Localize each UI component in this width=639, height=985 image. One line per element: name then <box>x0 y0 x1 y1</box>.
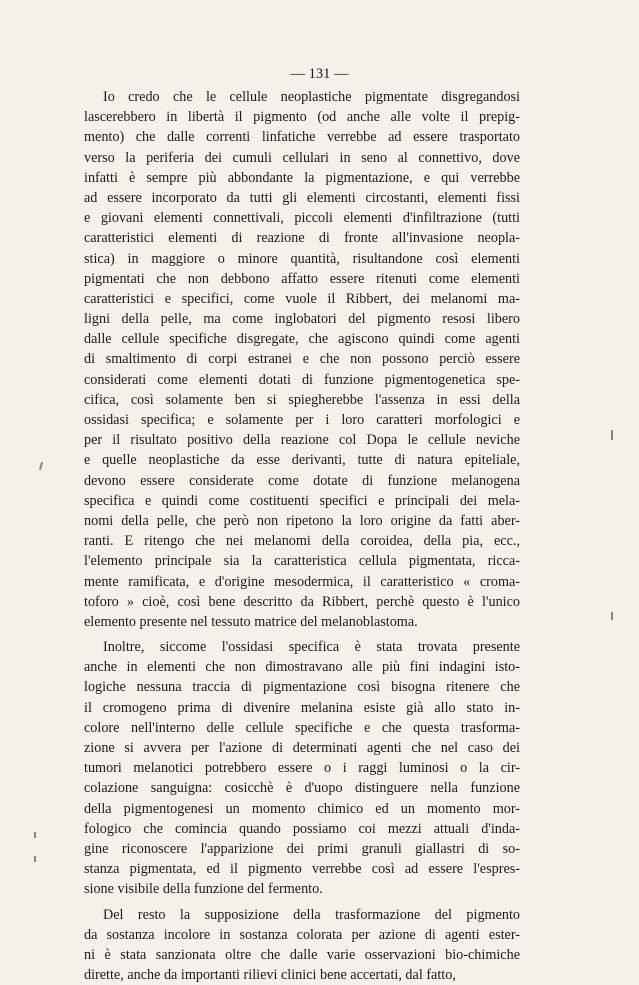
text-line: gine riconoscere l'apparizione dei primi granuli giallastri di so- <box>84 839 520 859</box>
text-line: e quelle neoplastiche da esse derivanti, tutte di natura epiteliale, <box>84 450 520 470</box>
text-line: stica) in maggiore o minore quantità, risultandone così elementi <box>84 249 520 269</box>
scan-mark <box>611 612 613 620</box>
text-line: di smaltimento di corpi estranei e che non possono perciò essere <box>84 349 520 369</box>
text-line: mente ramificata, e d'origine mesodermica, il caratteristico « croma- <box>84 572 520 592</box>
text-line: stanza pigmentata, ed il pigmento verrebbe così ad essere l'espres- <box>84 859 520 879</box>
text-line: Io credo che le cellule neoplastiche pigmentate disgregandosi <box>84 87 520 107</box>
text-line: da sostanza incolore in sostanza colorata per azione di agenti ester- <box>84 925 520 945</box>
paragraph <box>84 87 520 632</box>
scan-mark <box>611 430 613 440</box>
paragraph <box>84 637 520 899</box>
body-text <box>84 87 520 985</box>
text-line: ni è stata sanzionata oltre che dalle varie osservazioni bio-chimiche <box>84 945 520 965</box>
scan-mark <box>34 832 36 838</box>
scan-mark <box>34 856 36 862</box>
text-line: elemento presente nel tessuto matrice del melanoblastoma. <box>84 612 520 632</box>
text-line: sione visibile della funzione del fermento. <box>84 879 520 899</box>
text-line: tumori melanotici potrebbero essere o i raggi luminosi o la cir- <box>84 758 520 778</box>
text-line: caratteristici elementi di reazione di fronte all'invasione neopla- <box>84 228 520 248</box>
text-line: fologico che comincia quando possiamo coi mezzi attuali d'inda- <box>84 819 520 839</box>
text-line: e giovani elementi connettivali, piccoli elementi d'infiltrazione (tutti <box>84 208 520 228</box>
text-line: ligni della pelle, ma come inglobatori del pigmento resosi libero <box>84 309 520 329</box>
paragraph <box>84 905 520 985</box>
text-line: zione si avvera per l'azione di determinati agenti che nel caso dei <box>84 738 520 758</box>
scan-mark <box>39 462 43 470</box>
text-line: pigmentati che non debbono affatto essere ritenuti come elementi <box>84 269 520 289</box>
text-line: nomi della pelle, che però non ripetono la loro origine da fatti aber- <box>84 511 520 531</box>
text-line: toforo » cioè, così bene descritto da Ribbert, perchè questo è l'unico <box>84 592 520 612</box>
text-line: il cromogeno prima di divenire melanina esiste già allo stato in- <box>84 698 520 718</box>
text-line: l'elemento principale sia la caratteristica cellula pigmentata, ricca- <box>84 551 520 571</box>
text-line: anche in elementi che non dimostravano alle più fini indagini isto- <box>84 657 520 677</box>
text-line: caratteristici e specifici, come vuole il Ribbert, dei melanomi ma- <box>84 289 520 309</box>
text-line: logiche nessuna traccia di pigmentazione così bisogna ritenere che <box>84 677 520 697</box>
text-line: Del resto la supposizione della trasformazione del pigmento <box>84 905 520 925</box>
text-line: mento) che dalle correnti linfatiche verrebbe ad essere trasportato <box>84 127 520 147</box>
text-line: dalle cellule specifiche disgregate, che agiscono quindi come agenti <box>84 329 520 349</box>
text-line: per il risultato positivo della reazione col Dopa le cellule neviche <box>84 430 520 450</box>
text-line: lascerebbero in libertà il pigmento (od anche alle volte il prepig- <box>84 107 520 127</box>
text-line: Inoltre, siccome l'ossidasi specifica è stata trovata presente <box>84 637 520 657</box>
text-line: della pigmentogenesi un momento chimico ed un momento mor- <box>84 799 520 819</box>
text-line: ad essere incorporato da tutti gli elementi circostanti, elementi fissi <box>84 188 520 208</box>
text-line: verso la periferia dei cumuli cellulari in seno al connettivo, dove <box>84 148 520 168</box>
text-line: considerati come elementi dotati di funzione pigmentogenetica spe- <box>84 370 520 390</box>
text-line: infatti è sempre più abbondante la pigmentazione, e qui verrebbe <box>84 168 520 188</box>
text-line: ossidasi specifica; e solamente per i loro caratteri morfologici e <box>84 410 520 430</box>
text-line: devono essere considerate come dotate di funzione melanogena <box>84 471 520 491</box>
text-line: dirette, anche da importanti rilievi clinici bene accertati, dal fatto, <box>84 965 520 985</box>
text-line: specifica e quindi come costituenti specifici e principali dei mela- <box>84 491 520 511</box>
text-line: cifica, così solamente ben si spiegherebbe l'assenza in essi della <box>84 390 520 410</box>
text-line: ranti. E ritengo che nei melanomi della coroidea, della pia, ecc., <box>84 531 520 551</box>
page-number: — 131 — <box>0 66 639 83</box>
text-line: colazione sanguigna: cosicchè è d'uopo distinguere nella funzione <box>84 778 520 798</box>
text-line: colore nell'interno delle cellule specifiche e che questa trasforma- <box>84 718 520 738</box>
